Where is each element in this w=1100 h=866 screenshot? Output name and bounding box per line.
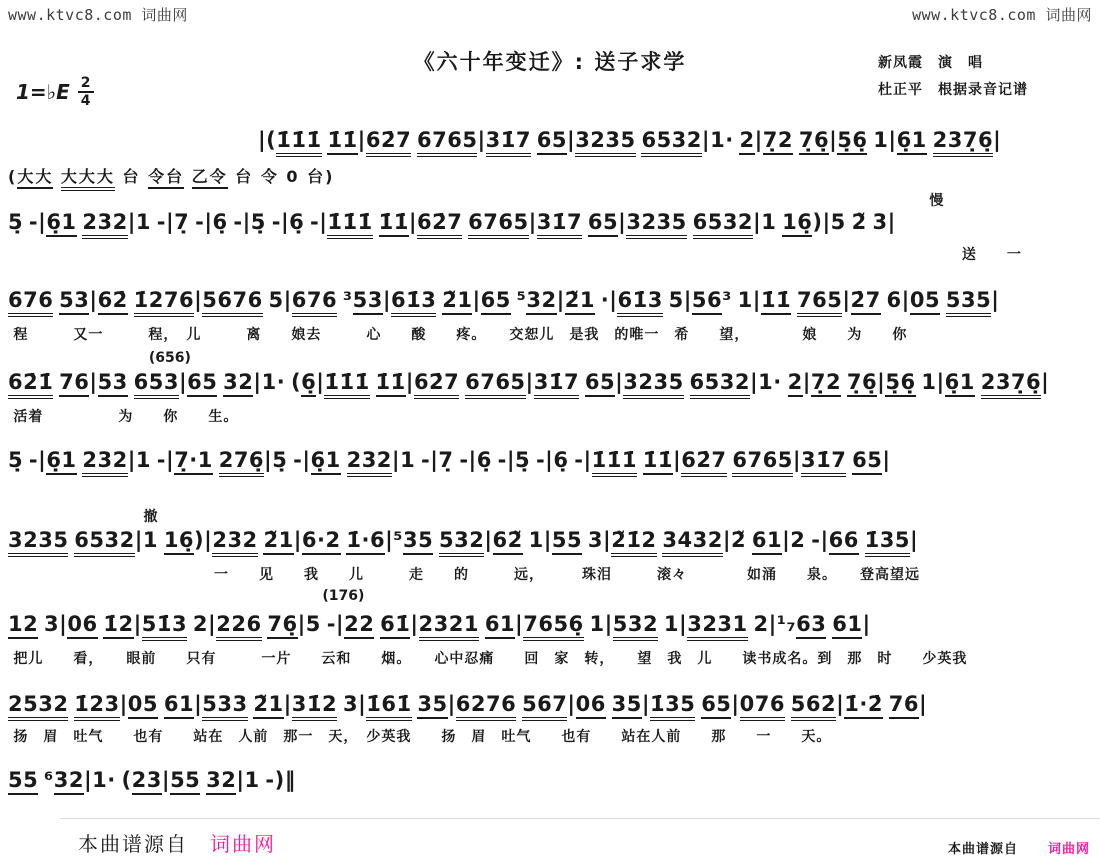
tempo-annotation: 撤 xyxy=(143,509,158,525)
score-line xyxy=(8,448,1092,477)
time-signature-numerator: 2 xyxy=(78,76,94,93)
footer-divider xyxy=(60,818,1100,819)
notation-line: 3235 6532|1 16̣)|232 2̃1|6·2 1̇·6|⁵35 532|62̃ 1|55 3|2̃1̇2 3432|2̃ 61|2 -|66 1̇35| xyxy=(8,528,1092,557)
tempo-annotation: (176) xyxy=(322,588,365,604)
notation-line: 676 53|62̇ 1̇276|5676 5|676 ³53|61̇3 2̃1|65 ⁵32|2̃1 ·|61̇3 5|56³ 1|1̇1̇ 765|2̇7 6|05 535| xyxy=(8,288,1092,317)
notation-line: 5̣ -|6̣1 232|1 -|7̣ -|6̣ -|5̣ -|6̣ -|1̇1̇1̇ 1̇1̇|62̇7 6765|31̇7 65|3235 6532|1 16̣)|5 2̃ 3| xyxy=(8,210,1092,239)
notation-line: 5̣ -|6̣1 232|1 -|7̣·1 276̣|5̣ -|6̣1 232|1 -|7̣ -|6̣ -|5̣ -|6̣ -|1̇1̇1̇ 1̇1̇|62̇7 6765|31̇7 65| xyxy=(8,448,1092,477)
lyrics-line: 一 见 我 儿 走 的 远， 珠泪 滚々 如涌 泉。 登高望远 xyxy=(213,567,920,583)
score-line xyxy=(8,509,1092,583)
notation-line: 55 ⁶32|1· (23|55 32|1 -)‖ xyxy=(8,768,1092,795)
lyrics-line: 程 又一 程， 儿 离 娘去 心 酸 疼。 交恕儿 是我 的唯一 希 望， 娘 为 你 xyxy=(13,327,908,343)
score-line xyxy=(8,288,1092,366)
song-title: 《六十年变迁》: 送子求学 xyxy=(413,50,687,74)
credit-transcriber: 杜正平 根据录音记谱 xyxy=(878,81,1028,98)
score-line xyxy=(8,128,1092,186)
watermark-top-left: www.ktvc8.com 词曲网 xyxy=(8,6,188,24)
lyrics-line: 扬 眉 吐气 也有 站在 人前 那一 天， 少英我 扬 眉 吐气 也有 站在人前 那 一 天。 xyxy=(13,729,832,745)
percussion-line: (大大 大大大 台 令台 乙令 台 令 0 台) xyxy=(8,164,334,191)
score-line xyxy=(8,768,1092,795)
score-line xyxy=(8,370,1092,425)
score-line xyxy=(8,692,1092,745)
footer-source-right xyxy=(948,838,1090,857)
tempo-annotation: 慢 xyxy=(929,193,944,209)
lyrics-line: 送 一 xyxy=(961,247,1022,263)
lyrics-line: 把儿 看， 眼前 只有 一片 云和 烟。 心中忍痛 回 家 转， 望 我 儿 读书成名。到 那 时 少英我 xyxy=(13,651,968,667)
footer-source-left xyxy=(78,828,276,857)
footer-site-link[interactable]: 词曲网 xyxy=(210,832,276,856)
score-line xyxy=(8,588,1092,667)
credit-performer: 新凤霞 演 唱 xyxy=(878,55,983,71)
footer-source-label: 本曲谱源自 xyxy=(78,832,188,856)
watermark-top-right: www.ktvc8.com 词曲网 xyxy=(912,6,1092,24)
lyrics-line: 活着 为 你 生。 xyxy=(13,409,239,425)
notation-line: |(1̇1̇1̇ 1̇1̇|62̇7 6765|31̇7 65|3235 6532|1· 2|7̣2 7̣6̣|5̣6̣ 1|6̣1 237̣6̣| xyxy=(258,128,1092,157)
footer-source-label-small: 本曲谱源自 xyxy=(947,842,1018,857)
score-line xyxy=(8,193,1092,263)
notation-line: 62̇1̇ 76|53 653|65 32|1· (6̣|1̇1̇1̇ 1̇1̇|62̇7 6765|31̇7 65|3235 6532|1· 2|7̣2 7̣6̣|5̣6̣ 1|6̣1 237̣6̣| xyxy=(8,370,1092,399)
notation-line: 12 3|06 1̇2|51̇3 2|226 76̣|5 -|22 61̇|2321 61|7656̣ 1|532 1|3231 2|¹₇63 61| xyxy=(8,612,1092,641)
footer-site-link-small[interactable]: 词曲网 xyxy=(1047,842,1090,857)
key-label: 1=♭E xyxy=(16,80,70,104)
tempo-annotation: (656) xyxy=(148,350,191,366)
notation-line: 2532 1̇23|05 61|533 2̃1|31̇2 3|1̇61̇ 35|6276 567|06 35|1̇35 65|076 562̇|1̇·2̇ 76| xyxy=(8,692,1092,721)
time-signature-denominator: 4 xyxy=(80,93,91,109)
